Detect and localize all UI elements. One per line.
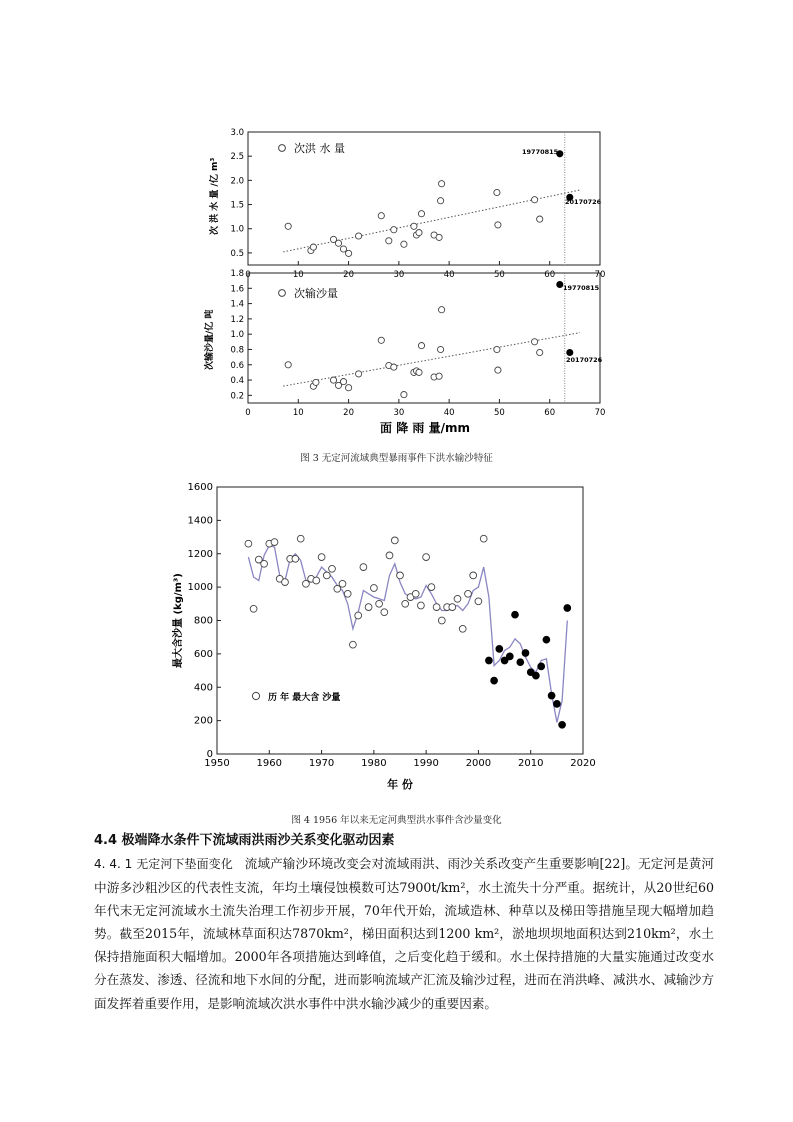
fig3-top-point-open [340,246,346,252]
fig3-bottom-point-open [436,373,442,379]
fig4-point-open [250,605,257,612]
fig3-bottom-ylabel: 次输沙量/亿 吨 [205,309,215,370]
fig4-point-open [355,612,362,619]
fig4-point-open [465,590,472,597]
fig4-xlabel: 年 份 [387,778,413,791]
fig3-bottom-point-filled [567,349,573,355]
fig3-top-xtick-label: 20 [343,270,354,280]
fig4-point-open [339,580,346,587]
fig3-bottom-ytick-label: 0.4 [230,376,244,387]
fig3-top-ytick-label: 1.5 [230,200,244,211]
fig3-bottom-point-open [494,346,500,352]
fig3-top-legend-marker [279,145,286,152]
fig3-bottom-ytick-label: 1.8 [230,269,244,279]
fig4-point-open [292,555,299,562]
fig3-top-ytick-label: 1.0 [230,224,244,235]
fig3-top-label-2017: 20170726 [565,198,602,206]
fig4-point-filled [538,663,545,670]
fig3-bottom-ytick-label: 1.4 [230,299,244,310]
fig4-ytick-label: 1400 [187,515,213,527]
fig3-bottom-point-open [418,343,424,349]
fig3-bottom-xtick-label: 70 [594,408,606,418]
fig4-point-filled [522,650,529,657]
fig4-point-open [449,604,456,611]
fig4-point-open [245,540,252,547]
fig3-bottom-ytick-label: 1.0 [230,330,244,341]
fig4-point-open [423,554,430,561]
fig4-point-open [475,598,482,605]
fig4-ylabel: 最大含沙量 (kg/m³) [173,573,184,668]
fig4-point-filled [496,646,503,653]
fig4-point-filled [543,636,550,643]
fig3-bottom-ytick-label: 1.2 [230,314,244,325]
fig3-bottom-point-open [438,346,444,352]
fig3-top-point-open [436,234,442,240]
fig3-bottom-label-2017: 20170726 [566,356,603,364]
fig4-ytick-label: 1000 [187,582,213,594]
fig3-top-xtick-label: 40 [443,270,455,280]
paragraph-text: 流域产输沙环境改变会对流域雨洪、雨沙关系改变产生重要影响[22]。无定河是黄河中游多沙粗沙区的代表性支流，年均土壤侵蚀模数可达7900t/km²，水土流失十分严重。据统计，从20世纪60年代末无定河流域水土流失治理工作初步开展，70年代开始，流域造林、种草以及梯田等措施呈现大幅增加趋势。截至2015年，流域林草面积达7870km²，梯田面积达到1200 km²，淤地坝坝地面积达到210km²，水土保持措施面积大幅增加。2000年各项措施达到峰值，之后变化趋于缓和。水土保持措施的大量实施通过改变水分在蒸发、渗透、径流和地下水间的分配，进而影响流域产汇流及输沙过程，进而在消洪峰、减洪水、减输沙方面发挥着重要作用，是影响流域次洪水事件中洪水输沙减少的重要因素。 [94,856,714,1011]
fig3-top-label-1977: 19770815 [522,148,559,156]
fig4-point-open [360,564,367,571]
fig4-ytick-label: 600 [193,648,213,660]
fig3-bottom-xtick-label: 60 [544,408,556,418]
body-paragraph [94,852,714,1015]
fig4-point-filled [554,701,561,708]
fig4-frame [217,487,583,754]
fig3-top-xtick-label: 60 [544,270,556,280]
fig3-bottom-ytick-label: 0.8 [230,345,244,356]
fig3-top-panel [208,128,605,280]
fig4-point-open [391,537,398,544]
fig4-xtick-label: 1960 [256,758,283,769]
fig3-top-point-open [285,223,291,229]
fig4-point-filled [486,657,493,664]
fig3-bottom-point-open [340,379,346,385]
fig3-top-point-open [537,216,543,222]
fig3-top-point-open [495,222,501,228]
fig3-top-xtick-label: 30 [393,270,405,280]
fig3-bottom-point-open [532,339,538,345]
fig3-bottom-point-open [346,385,352,391]
fig3-bottom-point-open [313,379,319,385]
fig3-bottom-ytick-label: 0.6 [230,360,244,371]
fig3-bottom-point-open [378,337,384,343]
fig4-point-open [386,552,393,559]
fig4-xtick-label: 1970 [308,758,335,769]
fig4-point-open [428,584,435,591]
fig4-point-filled [548,692,555,699]
fig4-point-filled [564,605,571,612]
fig3-bottom-xtick-label: 20 [343,408,354,418]
fig3-top-xtick-label: 10 [292,270,304,280]
subsection-heading: 4. 4. 1 无定河下垫面变化 [94,857,233,871]
fig3-bottom-legend-label: 次输沙量 [294,287,338,300]
fig4-point-open [318,554,325,561]
fig4-ytick-label: 400 [193,682,213,694]
fig3-bottom-point-open [356,371,362,377]
fig4-point-open [271,539,278,546]
fig4-point-filled [491,677,498,684]
fig4-point-open [261,560,268,567]
fig4-point-open [402,600,409,607]
fig3-bottom-xtick-label: 40 [443,408,455,418]
fig4-point-filled [559,721,566,728]
figure4-caption: 图 4 1956 年以来无定河典型洪水事件含沙量变化 [291,815,502,826]
fig4-point-open [313,577,320,584]
fig3-top-point-open [310,244,316,250]
fig4-legend-marker [252,692,259,699]
fig3-top-point-open [494,189,500,195]
fig4-xtick-label: 2020 [570,758,596,769]
fig3-top-point-open [386,238,392,244]
fig3-top-ytick-label: 3.0 [230,128,244,138]
fig4-panel [171,482,596,791]
fig4-point-open [344,590,351,597]
fig3-bottom-point-open [391,364,397,370]
fig3-top-point-open [438,198,444,204]
fig3-top-ytick-label: 0.5 [230,248,244,259]
fig4-xtick-label: 2010 [517,758,544,769]
fig3-bottom-point-open [416,369,422,375]
fig4-point-open [350,641,357,648]
fig3-bottom-point-filled [557,281,563,287]
fig4-point-open [454,595,461,602]
fig4-xtick-label: 1980 [361,758,387,769]
fig4-ytick-label: 1200 [187,548,213,560]
fig4-point-open [376,600,383,607]
fig3-bottom-point-open [439,307,445,313]
fig4-ytick-label: 800 [193,615,213,627]
fig3-bottom-ytick-label: 0.2 [230,391,244,402]
fig3-top-ytick-label: 2.0 [230,176,244,187]
fig4-point-filled [506,653,513,660]
fig4-point-open [397,572,404,579]
fig4-xtick-label: 1950 [204,758,230,769]
fig3-top-point-open [532,197,538,203]
fig4-point-open [297,535,304,542]
fig3-bottom-point-open [401,392,407,398]
fig3-xlabel: 面 降 雨 量/mm [380,421,470,435]
fig3-bottom-legend-marker [279,290,286,297]
fig4-point-open [323,572,330,579]
fig4-point-open [418,602,425,609]
fig3-bottom-point-open [495,367,501,373]
fig4-point-open [371,585,378,592]
fig3-top-point-open [418,211,424,217]
fig3-bottom-xtick-label: 30 [393,408,405,418]
fig3-top-point-open [335,240,341,246]
fig4-point-open [282,579,289,586]
fig4-point-open [470,572,477,579]
fig3-bottom-point-open [285,362,291,368]
fig3-bottom-point-open [330,377,336,383]
fig3-bottom-point-open [537,349,543,355]
fig4-point-open [365,604,372,611]
fig3-bottom-xtick-label: 0 [245,408,251,418]
fig4-point-open [433,604,440,611]
fig3-top-xtick-label: 0 [245,270,251,280]
section-heading: 4.4 极端降水条件下流域雨洪雨沙关系变化驱动因素 [94,833,395,848]
fig4-point-open [412,590,419,597]
fig3-bottom-panel [203,269,605,435]
fig4-ytick-label: 200 [193,715,213,727]
fig4-ytick-label: 1600 [187,482,213,493]
fig4-legend-label: 历 年 最大含 沙量 [268,693,341,703]
fig4-point-open [381,609,388,616]
fig4-xtick-label: 1990 [413,758,439,769]
fig4-point-filled [517,659,524,666]
figure3-caption: 图 3 无定河流域典型暴雨事件下洪水输沙特征 [300,453,493,464]
fig4-ytick-label: 0 [206,749,213,760]
fig3-bottom-xtick-label: 10 [292,408,304,418]
fig3-top-point-open [416,230,422,236]
fig3-top-point-open [356,233,362,239]
fig4-xtick-label: 2000 [465,758,492,769]
fig3-top-xtick-label: 50 [494,270,505,280]
fig4-point-open [438,617,445,624]
fig3-top-xtick-label: 70 [594,270,606,280]
fig3-bottom-ytick-label: 1.6 [230,284,244,295]
fig4-point-open [459,625,466,632]
fig3-top-ylabel: 次 洪 水 量 /亿 m³ [210,157,220,235]
fig3-bottom-xtick-label: 50 [494,408,505,418]
fig4-point-open [329,565,336,572]
fig4-point-filled [533,672,540,679]
fig4-point-filled [512,611,519,618]
fig3-top-point-open [378,213,384,219]
fig3-top-ytick-label: 2.5 [230,152,244,163]
fig3-top-legend-label: 次洪 水 量 [294,142,345,155]
fig3-top-point-open [411,223,417,229]
fig3-bottom-label-1977: 19770815 [563,284,600,292]
fig3-top-point-open [439,181,445,187]
fig3-top-point-open [401,241,407,247]
fig3-top-point-open [391,227,397,233]
fig3-top-point-open [346,250,352,256]
fig4-point-open [480,535,487,542]
